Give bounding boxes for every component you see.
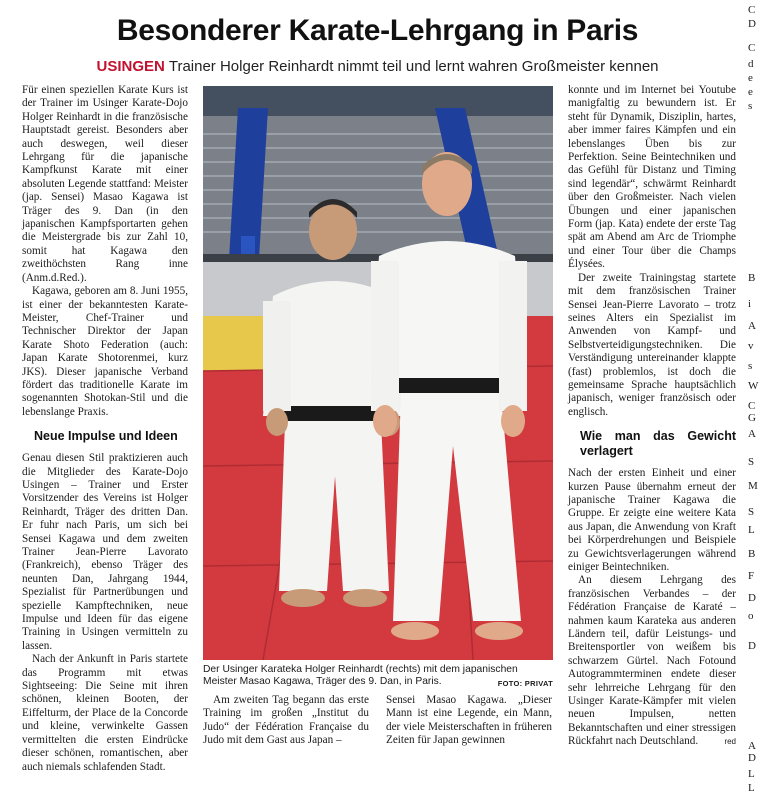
- fragment-letter: B: [748, 548, 756, 560]
- article-column-4: [568, 84, 736, 749]
- fragment-letter: B: [748, 272, 756, 284]
- paragraph: Kagawa, geboren am 8. Juni 1955, ist einer der bekanntesten Karate-Meister, Chef-Trainer und Technischer Direktor der Japan Karate Shoto Federation (auch: Japan Karate Shotorenmei, kurz JKS). Dieser japanische Verband fördert das traditionelle Karate im sogenannten Shotokan-Stil und die lebenslange Praxis.: [22, 285, 188, 418]
- fragment-letter: W: [748, 380, 759, 392]
- fragment-letter: A: [748, 428, 756, 440]
- fragment-letter: d: [748, 58, 754, 70]
- fragment-letter: s: [748, 360, 753, 372]
- fragment-letter: G: [748, 412, 756, 424]
- fragment-letter: i: [748, 298, 752, 310]
- paragraph: Am zweiten Tag begann das erste Training im großen „Institut du Judo“ der Fédération Française du Judo mit dem Gast aus Japan –: [203, 694, 369, 747]
- article-photo: [203, 86, 553, 660]
- fragment-letter: s: [748, 100, 753, 112]
- section-heading: Wie man das Gewicht verlagert: [580, 429, 736, 459]
- caption-text: Der Usinger Karateka Holger Reinhardt (rechts) mit dem japanischen Meister Masao Kagawa, Träger des 9. Dan, in Paris.: [203, 664, 518, 688]
- black-belt-left: [281, 406, 385, 421]
- fragment-letter: S: [748, 456, 755, 468]
- article-headline: Besonderer Karate-Lehrgang in Paris: [116, 14, 639, 47]
- fragment-letter: S: [748, 506, 755, 518]
- paragraph: [568, 574, 736, 748]
- fragment-letter: D: [748, 640, 756, 652]
- fragment-letter: A: [748, 740, 756, 752]
- fragment-letter: C: [748, 42, 756, 54]
- author-signoff: red: [724, 737, 736, 747]
- paragraph: Der zweite Trainingstag startete mit dem französischen Trainer Sensei Jean-Pierre Lavorato – trotz seines Alters ein Spezialist im Anwenden von Kampf- und Selbstverteidigungstechniken. Die Verständigung untereinander klappte (fast) problemlos, ist doch die gemeinsame Sprache hauptsächlich japanisch, weniger französisch oder englisch.: [568, 271, 736, 418]
- fragment-letter: v: [748, 340, 754, 352]
- article-column-1: [22, 84, 188, 774]
- fragment-letter: o: [748, 610, 754, 622]
- fragment-letter: e: [748, 86, 753, 98]
- paragraph: Genau diesen Stil praktizieren auch die Mitglieder des Karate-Dojo Usingen – Trainer und Erster Vorsitzender des Vereins ist Holger Reinhardt, Träger des dritten Dan. Er fuhr nach Paris, um sich bei Sensei Kagawa und dem zweiten Trainer Jean-Pierre Lavorato (Frankreich), ebenso Träger des neunten Dan, Jahrgang 1944, Spezialist für Partnerübungen und spezielle Kampftechniken, neue Impulse und Ideen für das eigene Training in Usingen vermitteln zu lassen.: [22, 452, 188, 652]
- fragment-letter: L: [748, 782, 755, 794]
- photo-credit: FOTO: PRIVAT: [497, 679, 553, 689]
- paragraph-text: An diesem Lehrgang des französischen Verbandes – der Fédération Française de Karaté – nahmen kaum Karateka aus anderen Ländern teil, dafür Leistungs- und Breitensportler von weißem bis schwarzem Gürtel. Nach Fotound Autogrammterminen endete dieser sehr lehrreiche Lehrgang für den Usinger Karate-Kämpfer mit vielen neuen Impulsen, netten Bekanntschaften und einer stressigen Rückfahrt nach Deutschland.: [568, 574, 736, 748]
- paragraph: konnte und im Internet bei Youtube manigfaltig zu bewundern ist. Er steht für Dynamik, Disziplin, hartes, aber immer faires Kämpfen und ein lebenslanges Üben bis zur Perfektion. Seine Beintechniken und das Gefühl für Distanz und Timing sind legendär“, schwärmt Reinhardt über den Großmeister. Nach vielen Übungen und einer japanischen Form (jap. Kata) endete der erste Tag spät am Abend am Arc de Triomphe und einer Tour über die Champs Élysées.: [568, 84, 736, 271]
- fragment-letter: L: [748, 768, 755, 780]
- fragment-letter: A: [748, 320, 756, 332]
- paragraph: Nach der ersten Einheit und einer kurzen Pause übernahm erneut der japanische Trainer Kagawa die Gruppe. Er zeigte eine weitere Kata aus Japan, die Anwendung von Kraft bei Körperdrehungen und Beispiele zu Gewichtsverlagerungen während einiger Beintechniken.: [568, 467, 736, 573]
- subheadline-text: Trainer Holger Reinhardt nimmt teil und lernt wahren Großmeister kennen: [168, 58, 659, 75]
- karate-photo-illustration: [203, 86, 553, 660]
- fragment-letter: C: [748, 4, 756, 16]
- location-kicker: USINGEN: [96, 58, 165, 75]
- fragment-letter: F: [748, 570, 755, 582]
- fragment-letter: M: [748, 480, 758, 492]
- fragment-letter: D: [748, 18, 756, 30]
- fragment-letter: e: [748, 72, 753, 84]
- section-heading: Neue Impulse und Ideen: [34, 429, 178, 444]
- fragment-letter: D: [748, 752, 756, 764]
- article-subheadline: [0, 58, 755, 75]
- article-column-2: [203, 694, 369, 748]
- black-belt-right: [399, 378, 503, 393]
- paragraph: Für einen speziellen Karate Kurs ist der Trainer im Usinger Karate-Dojo Holger Reinhardt in die französische Hauptstadt gereist. Besonders aber auch deswegen, weil dieser Lehrgang für die japanische Kampfkunst Karate mit einer absoluten Legende stattfand: Meister (jap. Sensei) Masao Kagawa ist Träger des 9. Dan (in den japanischen Kampfsportarten gehen die Meistergrade bis zur Zahl 10, somit hat Kagawa den zweithöchsten Rang inne (Anm.d.Red.).: [22, 84, 188, 284]
- paragraph: Sensei Masao Kagawa. „Dieser Mann ist eine Legende, ein Mann, der viele Meisterschaften in früheren Zeiten für Japan gewinnen: [386, 694, 552, 747]
- fragment-letter: C: [748, 400, 756, 412]
- photo-caption: [203, 664, 553, 691]
- paragraph: Nach der Ankunft in Paris startete das Programm mit etwas Sightseeing: Die Seine mit ihren schönen, kleinen Booten, der Eiffelturm, der Place de la Concorde und kleine, verwinkelte Gassen vermittelten die ersten Eindrücke dieser schönen, romantischen, aber auch niemals schlafenden Stadt.: [22, 653, 188, 773]
- fragment-letter: D: [748, 592, 756, 604]
- fragment-letter: L: [748, 524, 755, 536]
- article-column-3: [386, 694, 552, 748]
